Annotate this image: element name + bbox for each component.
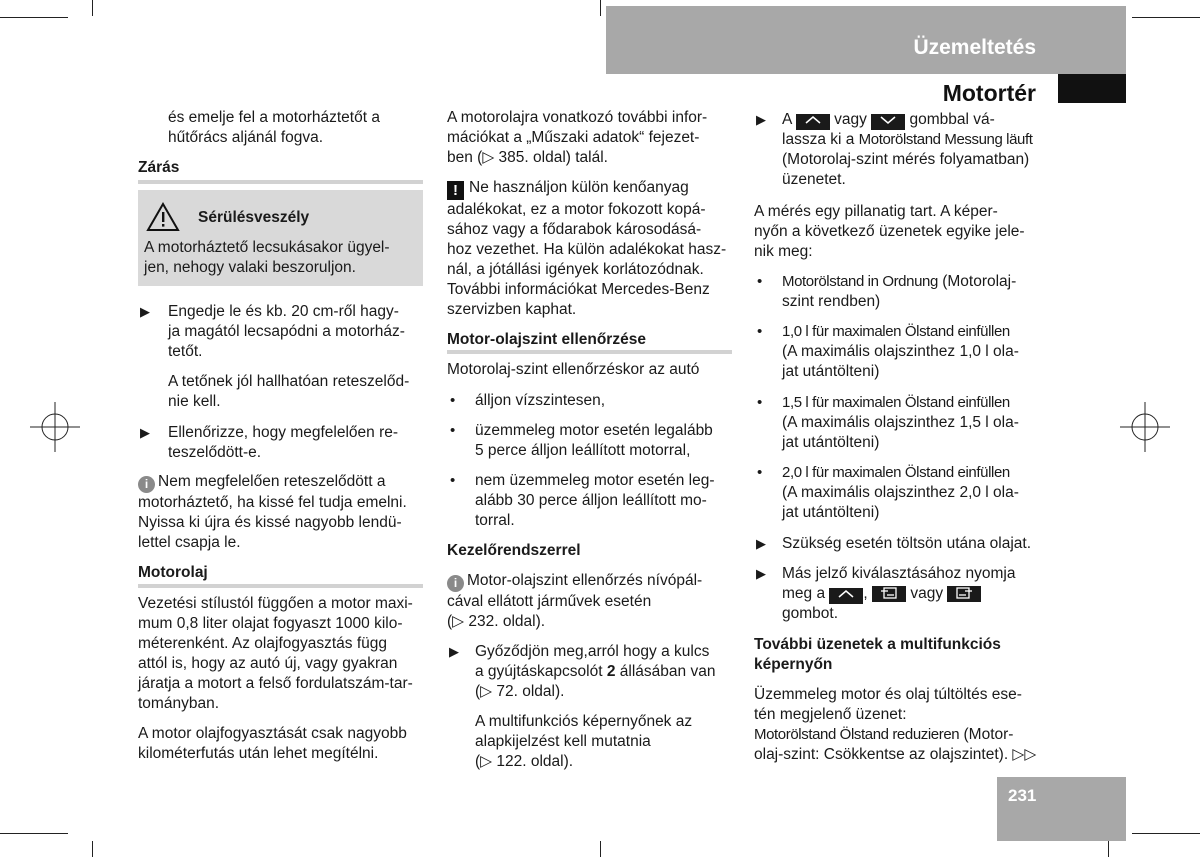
more-messages-heading: További üzenetek a multifunkciós képernyőn [754, 636, 1001, 673]
step-arrow-icon: ▶ [140, 425, 150, 440]
message-item: 1,5 l für maximalen Ölstand einfüllen (A maximális olajszinthez 1,5 l ola- jat utántölteni) [782, 394, 1019, 451]
caution-note: ! Ne használjon külön kenőanyag adalékokat, ez a motor fokozott kopá- sához vagy a fődarabok károsodásá- hoz vezethet. Ha külön adalékokat hasz- nál, a jótállási igények korlátozódnak. További információkat Mercedes-Benz szervizben kaphat. [447, 179, 727, 318]
divider [138, 180, 423, 184]
message-item: Motorölstand in Ordnung (Motorolaj- szint rendben) [782, 273, 1017, 310]
up-button-icon [829, 588, 863, 604]
step-note: A multifunkciós képernyőnek az alapkijelzést kell mutatnia (▷ 122. oldal). [475, 713, 693, 770]
previous-display-button-icon [872, 586, 906, 602]
step-arrow-icon: ▶ [756, 112, 766, 127]
intro-text: és emelje fel a motorháztetőt a hűtőrács aljánál fogva. [168, 109, 380, 146]
closing-heading: Zárás [138, 159, 180, 176]
info-note: i Motor-olajszint ellenőrzés nívópál- cával ellátott járművek esetén (▷ 232. oldal). [447, 572, 703, 630]
registration-mark-left [30, 402, 80, 452]
bullet: • [757, 323, 763, 340]
down-button-icon [871, 114, 905, 130]
section-title: Üzemeltetés [913, 36, 1036, 59]
up-button-icon [796, 114, 830, 130]
next-display-button-icon [947, 586, 981, 602]
control-system-heading: Kezelőrendszerrel [447, 542, 581, 559]
step-arrow-icon: ▶ [449, 644, 459, 659]
check-intro: Motorolaj-szint ellenőrzéskor az autó [447, 361, 700, 378]
check-heading: Motor-olajszint ellenőrzése [447, 331, 646, 348]
page-number: 231 [1008, 786, 1037, 805]
warning-box [138, 190, 423, 286]
warning-text: A motorháztető lecsukásakor ügyel- jen, nehogy valaki beszoruljon. [144, 239, 390, 276]
list-item: álljon vízszintesen, [475, 392, 606, 409]
info-icon: i [138, 476, 155, 493]
step-arrow-icon: ▶ [756, 566, 766, 581]
list-item: nem üzemmeleg motor esetén leg- alább 30 perce álljon leállított mo- torral. [475, 472, 715, 529]
oil-text-2: A motor olajfogyasztását csak nagyobb kilométerfutás után lehet megítélni. [138, 725, 407, 762]
registration-mark-right [1120, 402, 1170, 452]
step-arrow-icon: ▶ [756, 536, 766, 551]
divider [138, 584, 423, 588]
oil-heading: Motorolaj [138, 564, 208, 581]
step-select-other: Más jelző kiválasztásához nyomja meg a , vagy gombot. [782, 565, 1016, 622]
bullet: • [757, 464, 763, 481]
message-item: 1,0 l für maximalen Ölstand einfüllen (A maximális olajszinthez 1,0 l ola- jat utántölteni) [782, 323, 1019, 380]
step-note: A tetőnek jól hallhatóan reteszelőd- nie kell. [168, 373, 410, 410]
bullet: • [757, 394, 763, 411]
info-icon: i [447, 575, 464, 592]
bullet: • [450, 392, 456, 409]
step-lower-hood: Engedje le és kb. 20 cm-ről hagy- ja magától lecsapódni a motorház- tetőt. [168, 303, 405, 360]
section-tab [606, 6, 1126, 74]
warning-triangle-icon [146, 202, 180, 232]
bullet: • [757, 273, 763, 290]
oil-text: Vezetési stílustól függően a motor maxi- mum 0,8 liter olajat fogyaszt 1000 kilo- méterenként. Az olajfogyasztás függ attól is, hogy az autó új, vagy gyakran járatja a motort a felső fordulatszám-tar- tományban. [138, 595, 413, 712]
measure-text: A mérés egy pillanatig tart. A képer- nyőn a következő üzenetek egyike jele- nik meg: [754, 203, 1025, 260]
step-key-position: Győződjön meg,arról hogy a kulcs a gyújtáskapcsolót 2 állásában van (▷ 72. oldal). [475, 643, 716, 700]
message-item: 2,0 l für maximalen Ölstand einfüllen (A maximális olajszinthez 2,0 l ola- jat utántölteni) [782, 464, 1019, 521]
info-note: i Nem megfelelően reteszelődött a motorháztető, ha kissé fel tudja emelni. Nyissa ki újra és kissé nagyobb lendü- lettel csapja le. [138, 473, 407, 551]
subsection-marker [1058, 74, 1126, 103]
bullet: • [450, 472, 456, 489]
intro-text: A motorolajra vonatkozó további infor- mációkat a „Műszaki adatok“ fejezet- ben (▷ 385. oldal) talál. [447, 109, 708, 166]
divider [447, 350, 732, 354]
bullet: • [450, 422, 456, 439]
list-item: üzemmeleg motor esetén legalább 5 perce álljon leállított motorral, [475, 422, 713, 459]
step-check-latch: Ellenőrizze, hogy megfelelően re- teszelődött-e. [168, 424, 399, 461]
step-arrow-icon: ▶ [140, 304, 150, 319]
subsection-title: Motortér [942, 80, 1036, 106]
exclamation-icon: ! [447, 181, 464, 200]
step-top-up: Szükség esetén töltsön utána olajat. [782, 535, 1032, 552]
warning-title: Sérülésveszély [198, 209, 310, 226]
step-select-message: A vagy gombbal vá- lassza ki a Motorölstand Messung läuft (Motorolaj-szint mérés folyamatban) üzenetet. [782, 111, 1033, 188]
more-messages-text: Üzemmeleg motor és olaj túltöltés ese- tén megjelenő üzenet: Motorölstand Ölstand reduzieren (Motor- olaj-szint: Csökkentse az olajszintet). ▷▷ [754, 686, 1037, 763]
